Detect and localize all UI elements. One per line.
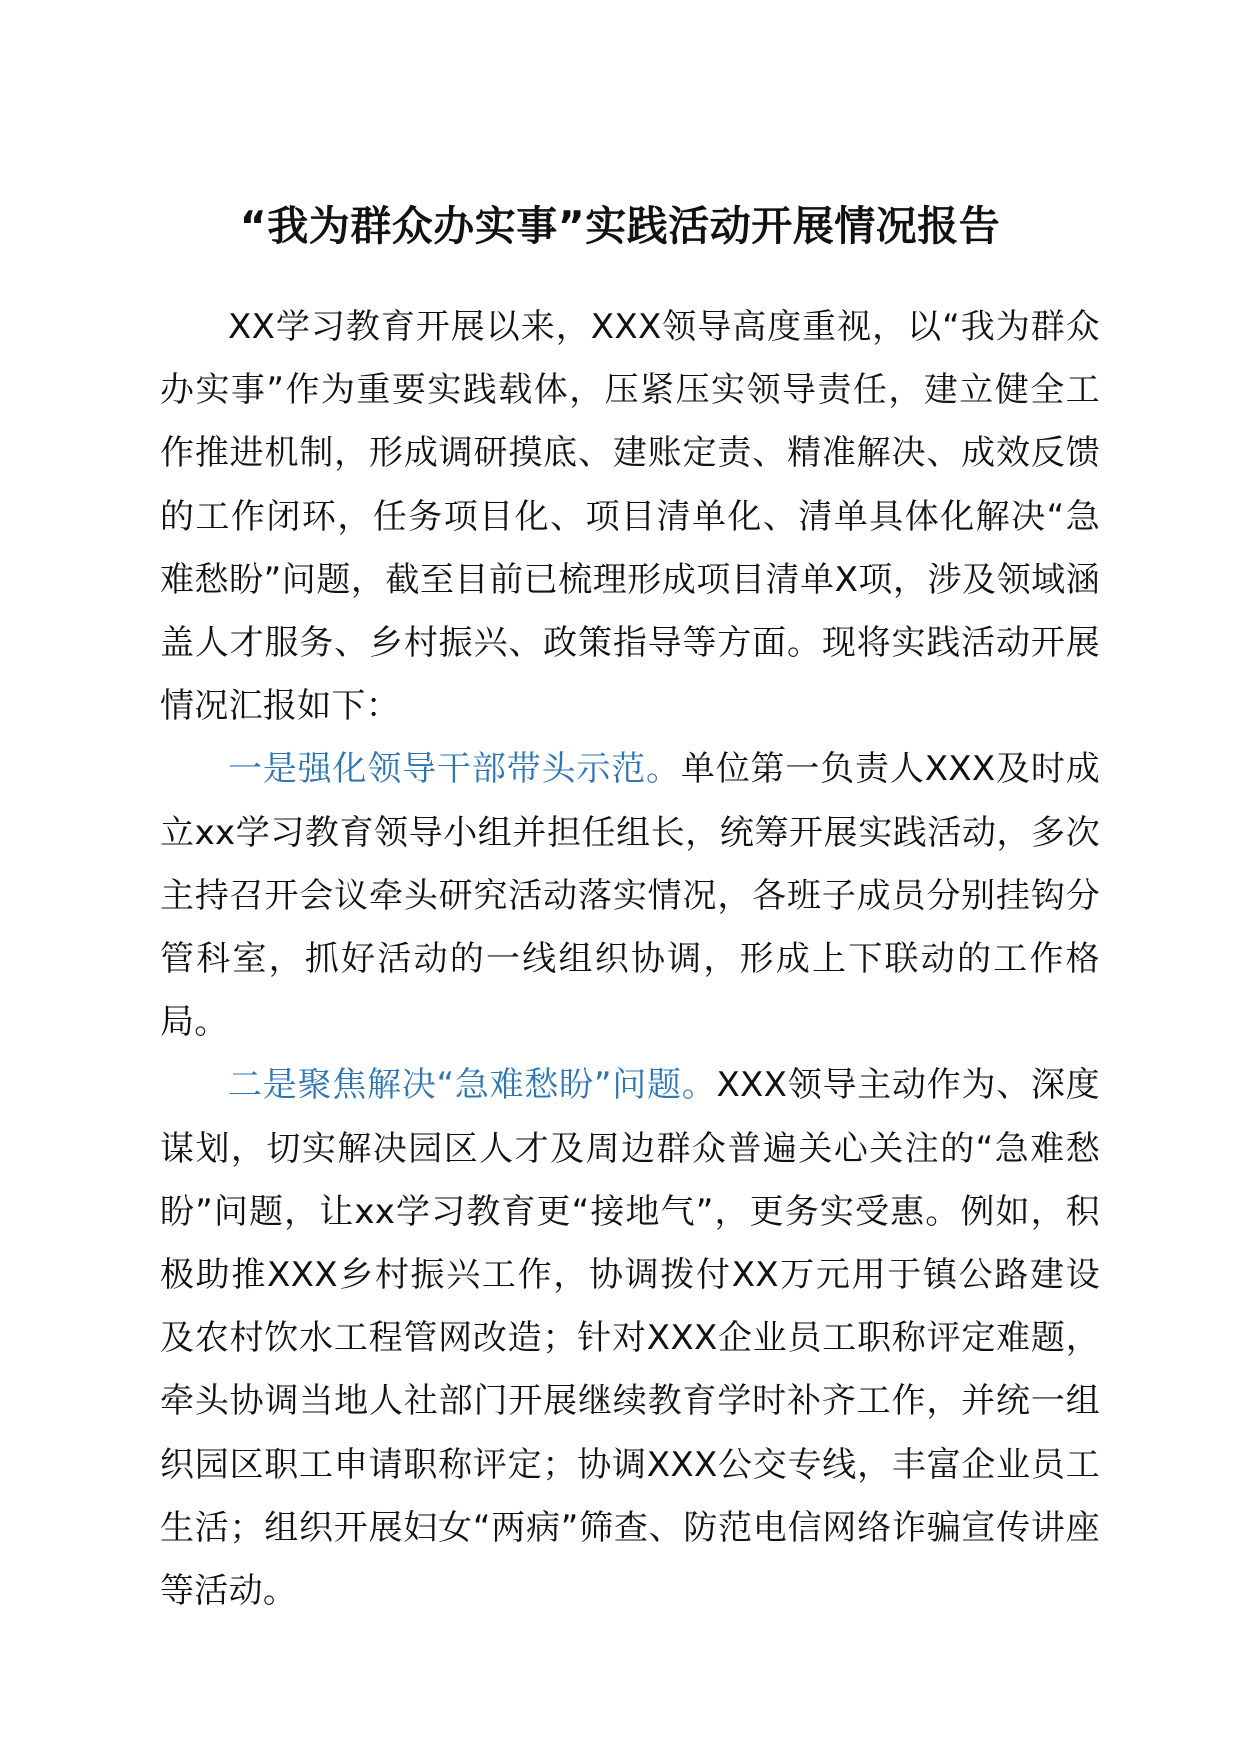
paragraph-intro <box>160 296 1100 738</box>
document-title: “我为群众办实事”实践活动开展情况报告 <box>239 202 1001 250</box>
document-body <box>160 296 1100 1623</box>
paragraph-point-one <box>160 738 1100 1054</box>
paragraph-point-two <box>160 1054 1100 1623</box>
paragraph-text: 单位第一负责人XXX及时成立xx学习教育领导小组并担任组长，统筹开展实践活动，多次主持召开会议牵头研究活动落实情况，各班子成员分别挂钩分管科室，抓好活动的一线组织协调，形成上下联动的工作格局。 <box>160 749 1100 1043</box>
paragraph-lead: 一是强化领导干部带头示范。 <box>228 749 681 790</box>
paragraph-text: XXX领导主动作为、深度谋划，切实解决园区人才及周边群众普遍关心关注的“急难愁盼”问题，让xx学习教育更“接地气”，更务实受惠。例如，积极助推XXX乡村振兴工作，协调拨付XX万元用于镇公路建设及农村饮水工程管网改造；针对XXX企业员工职称评定难题，牵头协调当地人社部门开展继续教育学时补齐工作，并统一组织园区职工申请职称评定；协调XXX公交专线，丰富企业员工生活；组织开展妇女“两病”筛查、防范电信网络诈骗宣传讲座等活动。 <box>160 1065 1100 1612</box>
paragraph-lead: 二是聚焦解决“急难愁盼”问题。 <box>228 1065 717 1106</box>
paragraph-text: XX学习教育开展以来，XXX领导高度重视，以“我为群众办实事”作为重要实践载体，压紧压实领导责任，建立健全工作推进机制，形成调研摸底、建账定责、精准解决、成效反馈的工作闭环，任务项目化、项目清单化、清单具体化解决“急难愁盼”问题，截至目前已梳理形成项目清单X项，涉及领域涵盖人才服务、乡村振兴、政策指导等方面。现将实践活动开展情况汇报如下： <box>160 307 1100 727</box>
